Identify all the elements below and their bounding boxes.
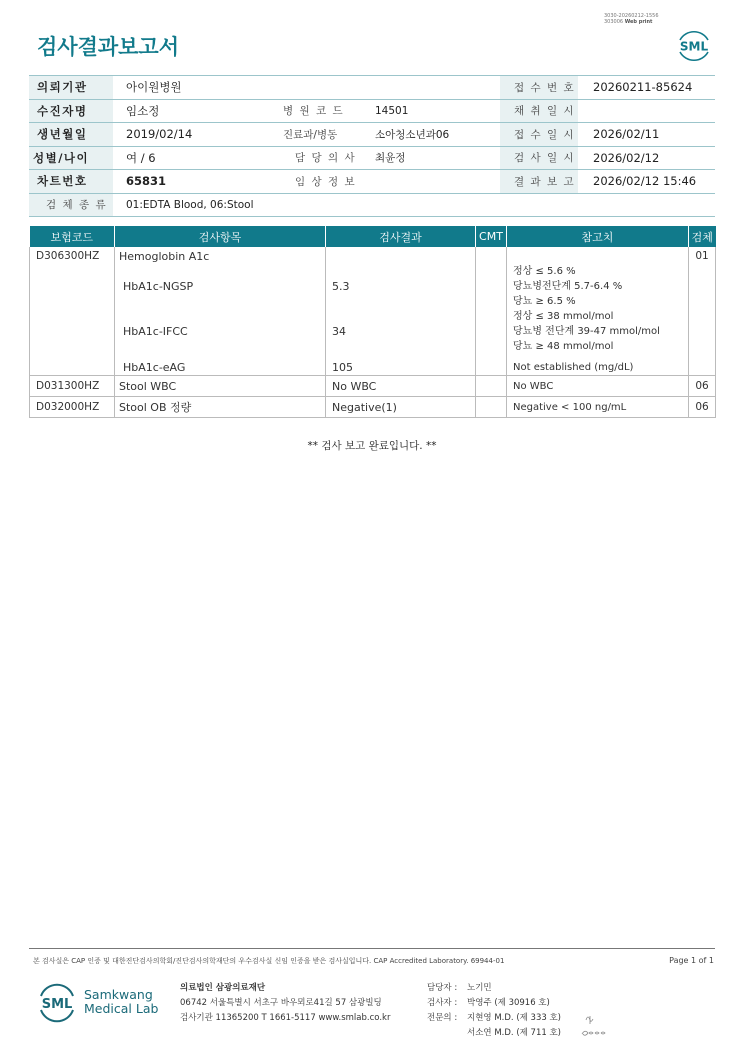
insurance-code: D031300HZ — [36, 380, 100, 392]
staff-name: 박영주 (제 30916 호) — [467, 998, 550, 1008]
test-result: No WBC — [332, 379, 377, 393]
result-ifcc: 34 — [332, 325, 346, 338]
reference-value: Negative < 100 ng/mL — [513, 401, 627, 413]
ref-ngsp-2: 당뇨병전단계 5.7-6.4 % — [513, 281, 623, 292]
test-name: Stool WBC — [119, 379, 177, 393]
value-birth-date: 2019/02/14 — [126, 127, 193, 142]
result-eag: 105 — [332, 361, 353, 374]
info-row — [29, 194, 715, 217]
staff-role: 검사자 : — [427, 998, 458, 1008]
staff-role: 담당자 : — [427, 983, 458, 993]
value-requesting-org: 아이원병원 — [126, 80, 182, 95]
samkwang-logo-icon — [36, 979, 78, 1027]
staff-role — [427, 1026, 467, 1041]
label-hospital-code: 병 원 코 드 — [283, 105, 345, 118]
table-row — [30, 247, 716, 376]
label-sex-age: 성별/나이 — [33, 150, 90, 165]
staff-list — [427, 981, 561, 1041]
sml-logo-icon — [674, 26, 714, 64]
staff-name: 서소연 M.D. (제 711 호) — [467, 1028, 562, 1038]
ref-eag: Not established (mg/dL) — [513, 362, 634, 373]
specimen-code: 06 — [695, 401, 709, 413]
info-row — [29, 100, 715, 124]
print-code — [604, 13, 659, 25]
info-row — [29, 123, 715, 147]
specimen-code: 06 — [695, 380, 709, 392]
header-specimen: 검체 — [689, 226, 716, 247]
test-name-ifcc: HbA1c-IFCC — [123, 325, 188, 338]
signature-icon — [578, 1010, 610, 1042]
logo-text: SML — [41, 997, 73, 1012]
ref-ifcc-1: 정상 ≤ 38 mmol/mol — [513, 311, 614, 322]
label-specimen-type: 검 체 종 류 — [46, 199, 108, 211]
print-code-line1: 3030-20260212-1556 — [604, 13, 659, 19]
value-chart-number: 65831 — [126, 174, 167, 189]
label-patient-name: 수진자명 — [37, 103, 88, 118]
patient-info-table — [29, 75, 715, 217]
value-department: 소아청소년과06 — [375, 128, 450, 141]
table-row — [30, 376, 716, 397]
test-name: Stool OB 정량 — [119, 401, 192, 414]
value-report-date: 2026/02/12 15:46 — [593, 174, 697, 189]
brand-name — [84, 988, 158, 1016]
value-test-date: 2026/02/12 — [593, 150, 660, 165]
logo-text: SML — [679, 39, 709, 54]
results-table — [29, 226, 716, 418]
label-clinical-info: 임 상 정 보 — [295, 175, 357, 188]
report-complete-notice: ** 검사 보고 완료입니다. ** — [307, 440, 437, 452]
staff-name: 지현영 M.D. (제 333 호) — [467, 1013, 562, 1023]
info-row — [29, 170, 715, 194]
header-test-result: 검사결과 — [326, 226, 476, 247]
value-receipt-date: 2026/02/11 — [593, 127, 660, 142]
insurance-code: D306300HZ — [36, 250, 100, 262]
test-result: Negative(1) — [332, 400, 397, 414]
print-code-line2: 303006 — [604, 19, 624, 25]
label-birth-date: 생년월일 — [37, 127, 88, 142]
label-collection-date: 채 취 일 시 — [514, 105, 576, 118]
result-ngsp: 5.3 — [332, 280, 350, 293]
value-sex-age: 여 / 6 — [126, 150, 156, 165]
staff-role: 전문의 : — [427, 1013, 458, 1023]
staff-name: 노기민 — [467, 983, 492, 993]
page-title: 검사결과보고서 — [37, 35, 180, 59]
value-specimen-type: 01:EDTA Blood, 06:Stool — [126, 198, 254, 211]
header-cmt: CMT — [476, 226, 507, 247]
organization-contact: 검사기관 11365200 T 1661-5117 www.smlab.co.kr — [180, 1013, 391, 1023]
web-print-label: Web print — [624, 19, 653, 25]
test-name-eag: HbA1c-eAG — [123, 361, 186, 374]
ref-ngsp-3: 당뇨 ≥ 6.5 % — [513, 296, 576, 307]
label-chart-number: 차트번호 — [37, 174, 88, 189]
label-doctor: 담 당 의 사 — [295, 152, 357, 165]
specimen-code: 01 — [695, 250, 709, 262]
value-hospital-code: 14501 — [375, 104, 409, 117]
value-patient-name: 임소정 — [126, 103, 160, 118]
label-receipt-date: 접 수 일 시 — [514, 128, 576, 141]
organization-info — [180, 981, 390, 1026]
organization-address: 06742 서울특별시 서초구 바우뫼로41길 57 삼광빌딩 — [180, 998, 382, 1008]
footer-divider — [29, 948, 715, 949]
organization-name: 의료법인 삼광의료재단 — [180, 983, 266, 993]
reference-value: No WBC — [513, 380, 554, 392]
test-name-ngsp: HbA1c-NGSP — [123, 280, 194, 293]
brand-line1: Samkwang — [84, 987, 153, 1002]
insurance-code: D032000HZ — [36, 401, 100, 413]
label-report-date: 결 과 보 고 — [514, 175, 576, 188]
header-insurance-code: 보험코드 — [30, 226, 115, 247]
ref-ngsp-1: 정상 ≤ 5.6 % — [513, 266, 576, 277]
label-requesting-org: 의뢰기관 — [37, 80, 88, 95]
info-row — [29, 76, 715, 100]
ref-ifcc-3: 당뇨 ≥ 48 mmol/mol — [513, 341, 614, 352]
value-doctor: 최윤정 — [375, 152, 406, 165]
table-row — [30, 397, 716, 418]
brand-line2: Medical Lab — [84, 1001, 159, 1016]
page-number: Page 1 of 1 — [669, 956, 714, 965]
label-test-date: 검 사 일 시 — [514, 152, 576, 165]
label-receipt-number: 접 수 번 호 — [514, 81, 576, 94]
accreditation-note: 본 검사실은 CAP 인증 및 대한진단검사의학회/진단검사의학재단의 우수검사실 신임 인증을 받은 검사실입니다. CAP Accredited Laboratory. 69944-01 — [33, 957, 505, 965]
header-reference: 참고치 — [507, 226, 689, 247]
header-test-item: 검사항목 — [115, 226, 326, 247]
ref-ifcc-2: 당뇨병 전단계 39-47 mmol/mol — [513, 326, 660, 337]
label-department: 진료과/병동 — [283, 128, 338, 141]
test-group-name: Hemoglobin A1c — [119, 250, 210, 263]
info-row — [29, 147, 715, 171]
value-receipt-number: 20260211-85624 — [593, 80, 693, 95]
